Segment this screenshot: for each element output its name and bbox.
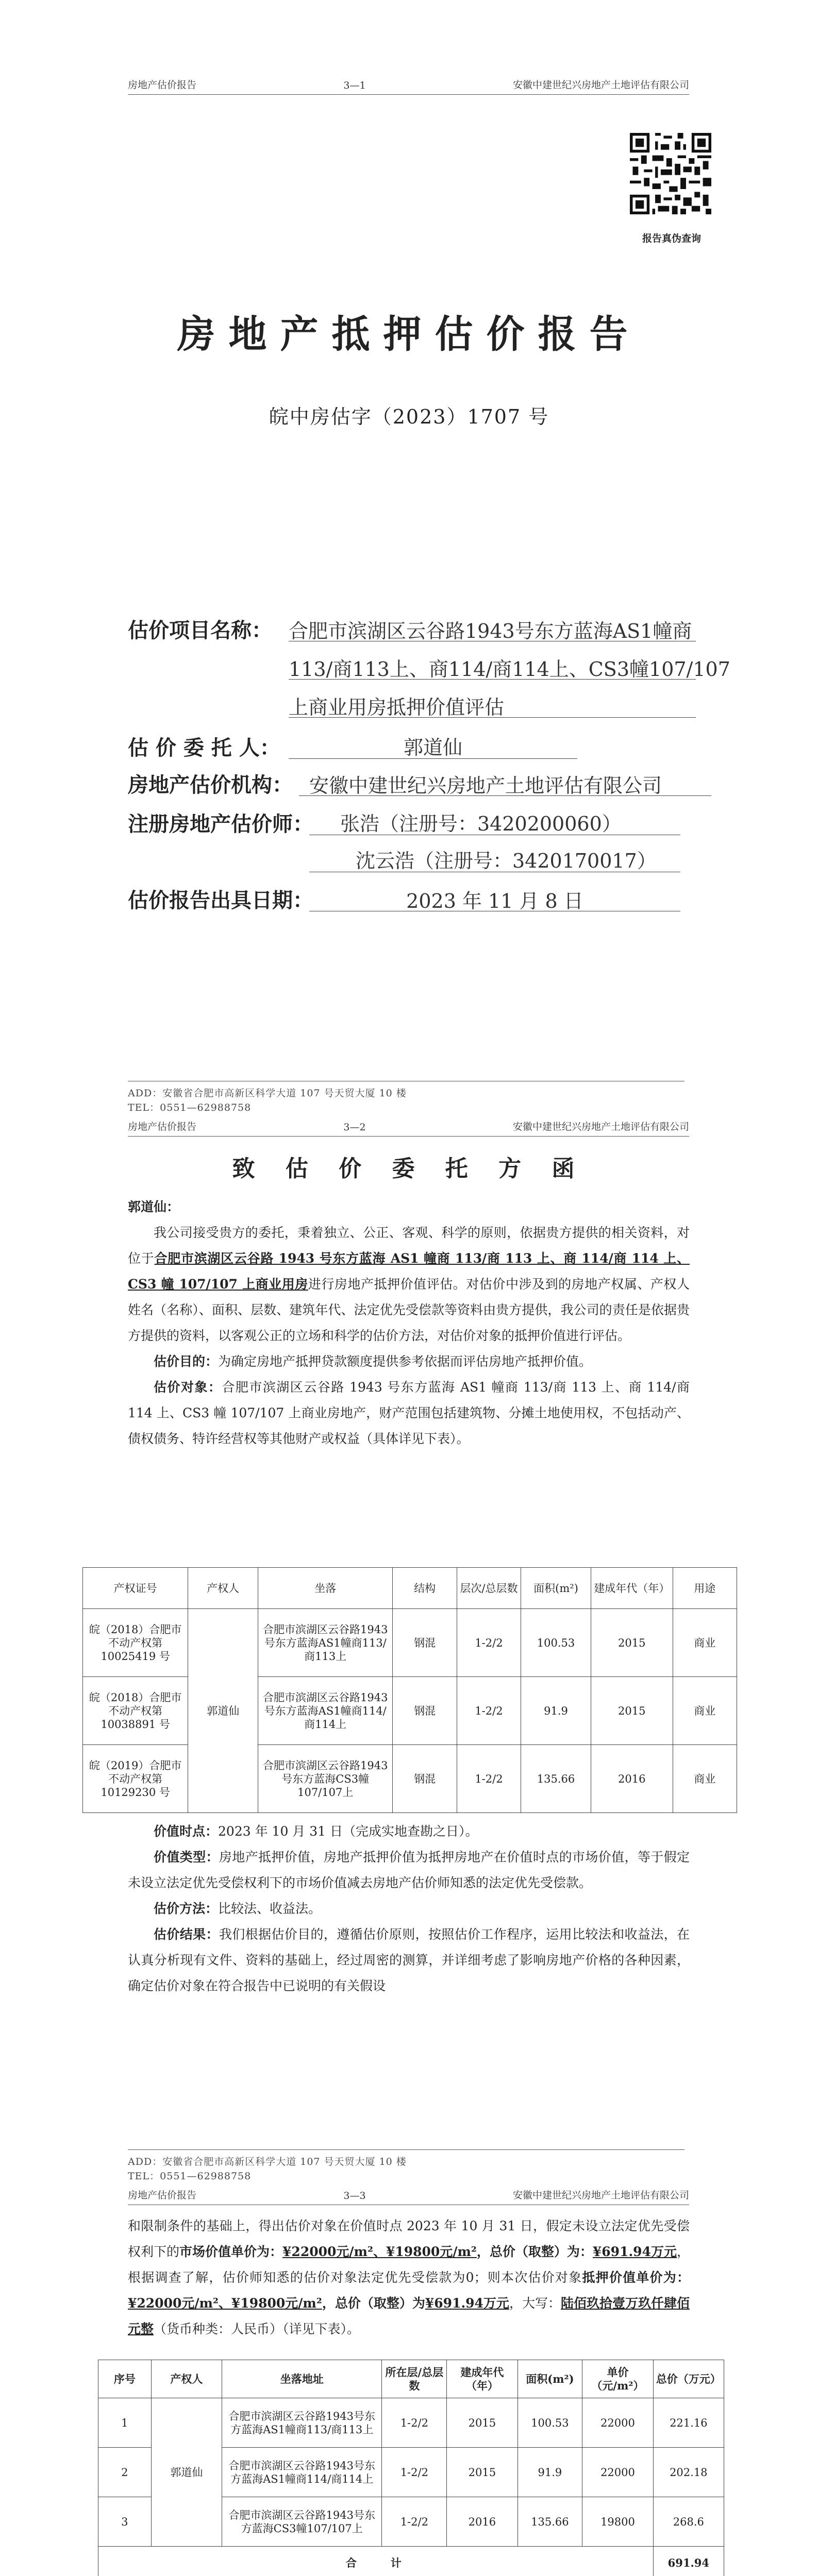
table-header: 产权证号	[83, 1568, 188, 1609]
table-header: 总价（万元）	[653, 2360, 724, 2398]
table-header: 产权人	[151, 2360, 222, 2398]
table-row: 皖（2018）合肥市不动产权第 10038891 号 合肥市滨湖区云谷路1943号东方蓝海AS1幢商114/商114上 钢混 1-2/2 91.9 2015 商业	[83, 1677, 737, 1745]
table-row: 皖（2018）合肥市不动产权第 10025419 号 郭道仙 合肥市滨湖区云谷路1943号东方蓝海AS1幢商113/商113上 钢混 1-2/2 100.53 2015 商业	[83, 1609, 737, 1677]
table-row: 1 郭道仙 合肥市滨湖区云谷路1943号东方蓝海AS1幢商113/商113上 1-2/2 2015 100.53 22000 221.16	[98, 2398, 724, 2448]
report-title: 房地产抵押估价报告	[177, 312, 641, 357]
page-header	[128, 1119, 689, 1137]
header-left: 房地产估价报告	[128, 79, 197, 91]
date-label: 估价报告出具日期：	[128, 888, 313, 912]
qr-caption: 报告真伪查询	[642, 233, 701, 244]
org-label: 房地产估价机构：	[128, 773, 293, 797]
table-header: 坐落	[258, 1568, 393, 1609]
header-center: 3—1	[343, 80, 366, 91]
letter-recipient: 郭道仙：	[128, 1199, 180, 1214]
letter-title: 致 估 价 委 托 方 函	[232, 1156, 586, 1182]
table-header: 坐落地址	[222, 2360, 382, 2398]
project-name-line1: 合肥市滨湖区云谷路1943号东方蓝海AS1幢商	[289, 620, 692, 642]
client-label: 估 价 委 托 人：	[128, 736, 280, 760]
table-header: 结构	[393, 1568, 457, 1609]
table-header: 面积(m²)	[517, 2360, 582, 2398]
header-left: 房地产估价报告	[128, 2190, 197, 2201]
project-label: 估价项目名称：	[128, 618, 272, 642]
report-date: 2023 年 11 月 8 日	[406, 890, 583, 912]
owner-cell: 郭道仙	[188, 1609, 258, 1813]
report-number: 皖中房估字（2023）1707 号	[269, 405, 549, 428]
project-name-line2: 113/商113上、商114/商114上、CS3幢107/107	[289, 658, 730, 681]
table-header: 序号	[98, 2360, 152, 2398]
purpose-para: 估价目的：为确定房地产抵押贷款额度提供参考依据而评估房地产抵押价值。	[154, 1354, 592, 1369]
result-continued	[128, 2213, 690, 2342]
footer-address: ADD：安徽省合肥市高新区科学大道 107 号天贸大厦 10 楼	[128, 2156, 407, 2167]
table-header: 面积(m²)	[521, 1568, 591, 1609]
header-right: 安徽中建世纪兴房地产土地评估有限公司	[512, 79, 689, 91]
table-header: 所在层/总层数	[382, 2360, 447, 2398]
page-header	[128, 2188, 689, 2205]
table-row: 2 合肥市滨湖区云谷路1943号东方蓝海AS1幢商114/商114上 1-2/2 2015 91.9 22000 202.18	[98, 2448, 724, 2497]
header-center: 3—3	[343, 2190, 366, 2201]
letter-body	[128, 1194, 690, 1452]
org-name: 安徽中建世纪兴房地产土地评估有限公司	[309, 774, 662, 797]
appraiser-label: 注册房地产估价师：	[128, 812, 313, 836]
value-date-para: 价值时点：2023 年 10 月 31 日（完成实地查勘之日）。	[154, 1824, 478, 1839]
table-header: 建成年代（年）	[591, 1568, 673, 1609]
method-para: 估价方法：比较法、收益法。	[154, 1901, 322, 1916]
header-left: 房地产估价报告	[128, 1121, 197, 1132]
underline	[289, 758, 577, 759]
table-row: 皖（2019）合肥市不动产权第 10129230 号 合肥市滨湖区云谷路1943号东方蓝海CS3幢107/107上 钢混 1-2/2 135.66 2016 商业	[83, 1745, 737, 1813]
page-header	[128, 77, 689, 95]
appraiser-1: 张浩（注册号：3420200060）	[340, 812, 622, 835]
property-table	[82, 1567, 737, 1813]
table-header: 单价（元/m²）	[582, 2360, 653, 2398]
table-header: 产权人	[188, 1568, 258, 1609]
result-para: 估价结果：我们根据估价目的，遵循估价原则，按照估价工作程序，运用比较法和收益法，在认真分析现有文件、资料的基础上，经过周密的测算，并详细考虑了影响房地产价格的各种因素，确定估价对象在符合报告中已说明的有关假设	[128, 1927, 690, 1993]
project-name-line3: 上商业用房抵押价值评估	[289, 696, 505, 719]
table-header: 用途	[673, 1568, 737, 1609]
letter-intro: 我公司接受贵方的委托，秉着独立、公正、客观、科学的原则，依据贵方提供的相关资料，对位于合肥市滨湖区云谷路 1943 号东方蓝海 AS1 幢商 113/商 113 上、商 114/商 114 上、CS3 幢 107/107 上商业用房进行房地产抵押价值评估。对估价中涉及到的房地产权属、产权人姓名（名称）、面积、层数、建筑年代、法定优先受偿款等资料由贵方提供，我公司的责任是依据贵方提供的资料，以客观公正的立场和科学的估价方法，对估价对象的抵押价值进行评估。	[128, 1225, 690, 1343]
footer-tel: TEL：0551—62988758	[128, 2171, 252, 2182]
table-row: 3 合肥市滨湖区云谷路1943号东方蓝海CS3幢107/107上 1-2/2 2016 135.66 19800 268.6	[98, 2497, 724, 2547]
header-center: 3—2	[343, 1122, 366, 1133]
object-para: 估价对象：合肥市滨湖区云谷路 1943 号东方蓝海 AS1 幢商 113/商 113 上、商 114/商 114 上、CS3 幢 107/107 上商业房地产，财产范围包括建筑物、分摊土地使用权，不包括动产、债权债务、特许经营权等其他财产或权益（具体详见下表）。	[128, 1380, 690, 1446]
page-footer	[128, 1086, 407, 1115]
owner-cell: 郭道仙	[151, 2398, 222, 2547]
value-type-para: 价值类型：房地产抵押价值，房地产抵押价值为抵押房地产在价值时点的市场价值，等于假定未设立法定优先受偿权利下的市场价值减去房地产估价师知悉的法定优先受偿款。	[128, 1850, 690, 1890]
table-sum-row: 合 计 691.94	[98, 2547, 724, 2576]
header-right: 安徽中建世纪兴房地产土地评估有限公司	[512, 1121, 689, 1132]
table-header: 建成年代（年）	[447, 2360, 517, 2398]
page-footer	[128, 2155, 407, 2183]
header-right: 安徽中建世纪兴房地产土地评估有限公司	[512, 2190, 689, 2201]
footer-tel: TEL：0551—62988758	[128, 1102, 252, 1113]
footer-address: ADD：安徽省合肥市高新区科学大道 107 号天贸大厦 10 楼	[128, 1088, 407, 1099]
valuation-table	[98, 2360, 724, 2576]
result-text: 和限制条件的基础上，得出估价对象在价值时点 2023 年 10 月 31 日，假定未设立法定优先受偿权利下的市场价值单价为：¥22000元/m²、¥19800元/m²，总价（取整）为：¥691.94万元，根据调查了解，估价师知悉的估价对象法定优先受偿款为0；则本次估价对象抵押价值单价为：¥22000元/m²、¥19800元/m²，总价（取整）为¥691.94万元，大写：陆佰玖拾壹万玖仟肆佰元整（货币种类：人民币）（详见下表）。	[128, 2218, 690, 2336]
client-name: 郭道仙	[403, 736, 462, 759]
letter-body-2	[128, 1819, 690, 1999]
qr-code-icon[interactable]	[630, 133, 711, 214]
underline	[289, 717, 696, 718]
underline	[289, 679, 696, 680]
appraiser-2: 沈云浩（注册号：3420170017）	[356, 850, 657, 872]
table-header: 层次/总层数	[457, 1568, 521, 1609]
underline	[299, 795, 711, 796]
